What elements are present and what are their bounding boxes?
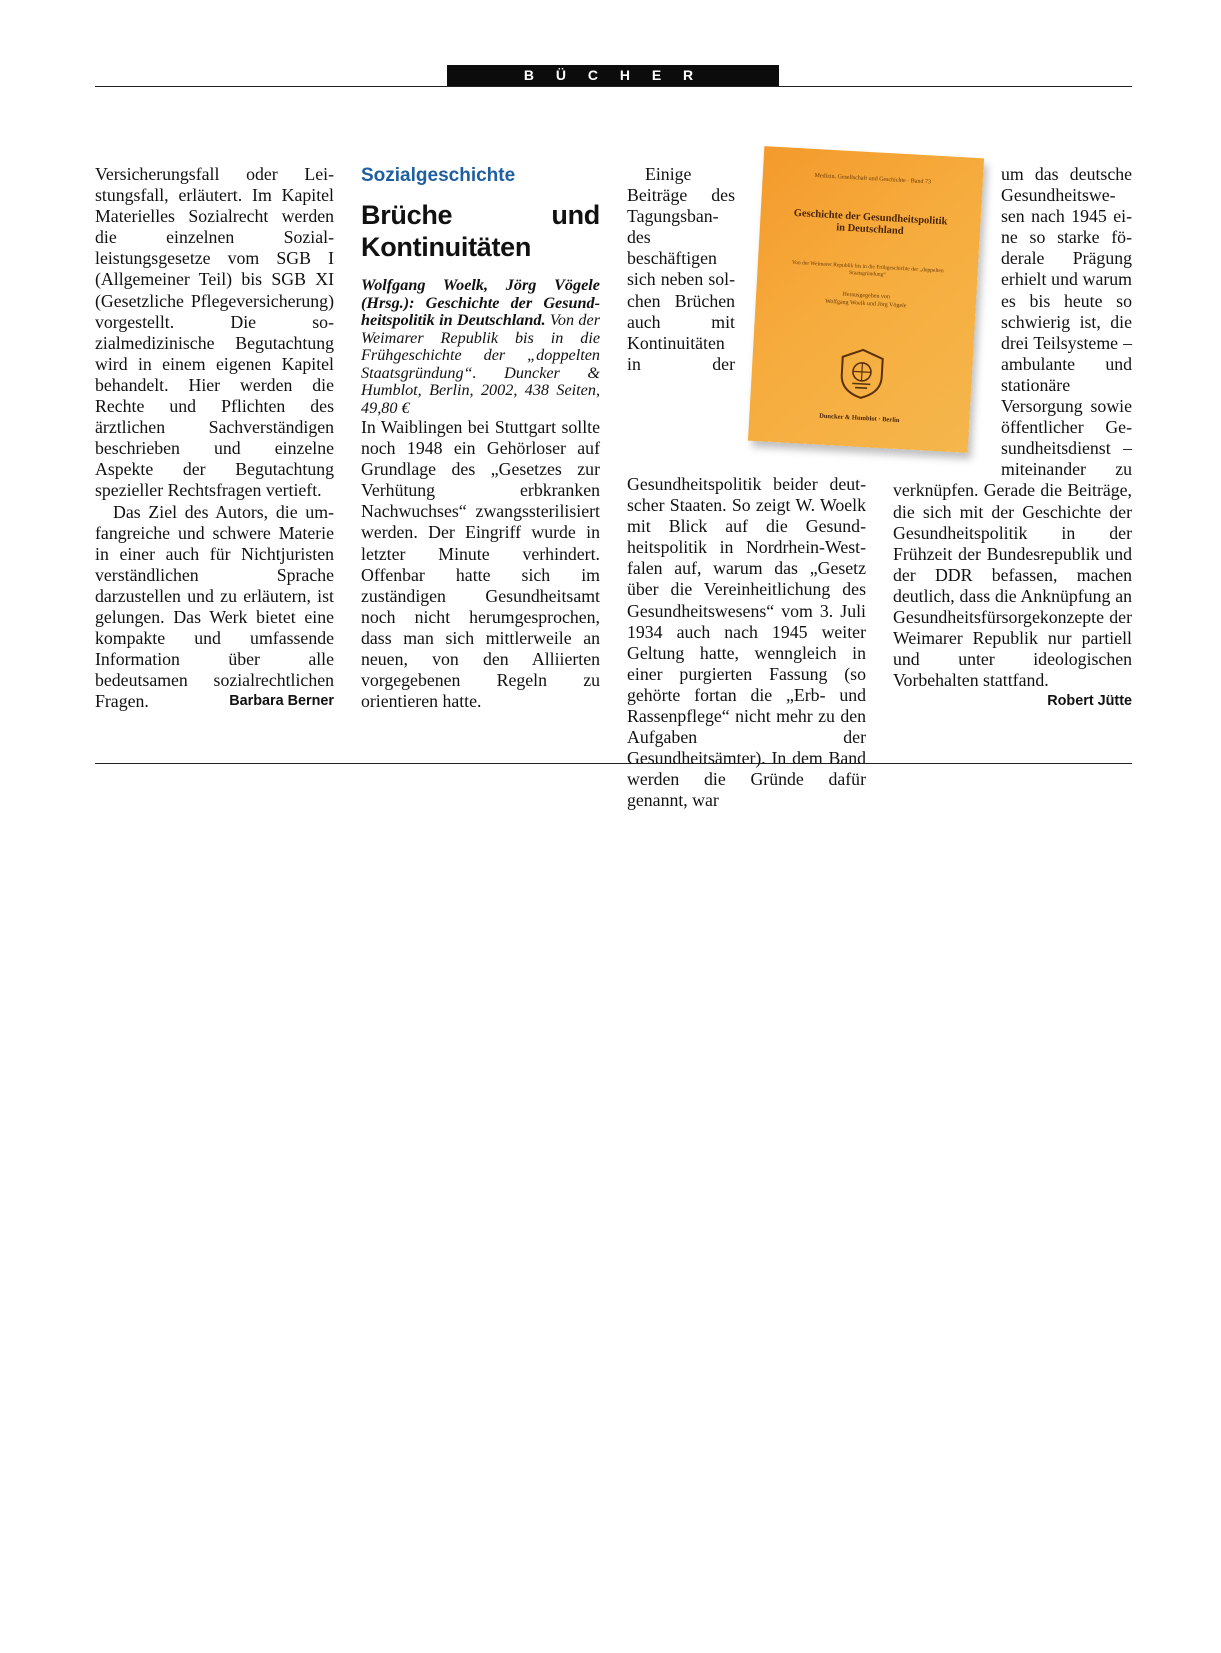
author-signature: Barbara Berner (229, 693, 334, 710)
review-paragraph: In Waiblingen bei Stuttgart sollte noch 1948 ein Gehörloser auf Grundlage des „Gesetzes zur Verhütung erbkranken Nachwuchses“ zwangssterilisiert werden. Der Eingriff wurde in letzter Minute verhindert. Offenbar hatte sich im zuständigen Gesundheitsamt noch nicht herumgesprochen, dass man sich mittlerweile an neuen, von den Alliierten vorgegebenen Regeln zu orientieren hatte. (361, 417, 600, 712)
book-cover-title: Geschichte der Gesundheitspolitik in Deutschland (793, 207, 948, 237)
review-paragraph: Einige Beiträge des Tagungsbandes beschäftigen sich neben solchen Brüchen auch mit Kontinuitäten in der Gesundheitspolitik beider deutscher Staaten. So zeigt W. Woelk mit Blick auf die Gesundheitspolitik in Nordrhein-Westfalen auf, warum das „Gesetz über die Vereinheitlichung des Gesundheitswesens“ vom 3. Juli 1934 auch nach 1945 weiter Geltung hatte, wenngleich in einer purgierten Fassung (so gehörte fortan die „Erb- und Rassenpflege“ nicht mehr zu den Aufgaben der Gesundheitsämter). In dem Band werden die Gründe dafür genannt, war (627, 164, 866, 811)
article-headline: Brüche und Kontinuitäten (361, 200, 600, 262)
section-header: B Ü C H E R (447, 65, 779, 86)
book-cover-subtitle: Von der Weimarer Republik bis in die Frühgeschichte der „doppelten Staatsgründung“ (791, 259, 944, 278)
section-label: Sozialgeschichte (361, 165, 516, 186)
book-citation-title: Wolfgang Woelk, Jörg Vögele (Hrsg.): Geschichte der Gesundheitspolitik in Deutschland. (361, 276, 600, 329)
header-rule (95, 86, 1132, 87)
book-series: Medizin, Gesellschaft und Geschichte · Band 73 (814, 172, 932, 186)
book-citation-details: Von der Weimarer Republik bis in die Frühgeschichte der „doppelten Staatsgründung“. Duncker & Humblot, Berlin, 2002, 438 Seiten, 49,80 € (361, 311, 600, 417)
book-citation (361, 277, 600, 417)
bottom-rule (95, 763, 1132, 764)
book-cover-editors-names: Wolfgang Woelk und Jörg Vögele (824, 298, 907, 310)
book-cover-publisher: Duncker & Humblot · Berlin (819, 412, 900, 425)
review-text: Das Ziel des Autors, die umfangreiche und schwere Materie in einer auch für Nichtjuristen verständlichen Sprache darzustellen und zu erläutern, ist gelungen. Das Werk bietet eine kompakte und umfassende Information über alle bedeutsamen sozialrechtlichen Fragen. (95, 501, 334, 712)
author-signature: Robert Jütte (1047, 693, 1132, 710)
book-cover-image (748, 146, 984, 453)
column-2 (361, 164, 600, 712)
book-cover-editors (786, 288, 947, 313)
review-text: um das deutsche Gesundheitswesen nach 1945 eine so starke föderale Prägung erhielt und warum es bis heute so schwierig ist, die drei Teilsysteme – ambulante und stationäre Versorgung sowie öffentlicher Gesundheitsdienst – miteinander zu verknüpfen. Gerade die Beiträge, die sich mit der Geschichte der Gesundheitspolitik in der Frühzeit der Bundesrepublik und der DDR befassen, machen deutlich, dass die Anknüpfung an Gesundheitsfürsorgekonzepte der Weimarer Republik nur partiell und unter ideologischen Vorbehalten stattfand. (893, 164, 1132, 691)
book-cover-editors-label: Herausgegeben von (842, 291, 891, 301)
publisher-emblem-icon (836, 347, 887, 402)
column-1 (95, 164, 334, 712)
review-paragraph: Versicherungsfall oder Leistungsfall, erläutert. Im Kapitel Materielles Sozialrecht werden die einzelnen Sozialleistungsgesetze vom SGB I (Allgemeiner Teil) bis SGB XI (Gesetzliche Pflegeversicherung) vorgestellt. Die sozialmedizinische Begutachtung wird in einem eigenen Kapitel behandelt. Hier werden die Rechte und Pflichten des ärztlichen Sachverständigen beschrieben und einzelne Aspekte der Begutachtung spezieller Rechtsfragen vertieft. (95, 164, 334, 501)
review-paragraph (95, 502, 334, 713)
